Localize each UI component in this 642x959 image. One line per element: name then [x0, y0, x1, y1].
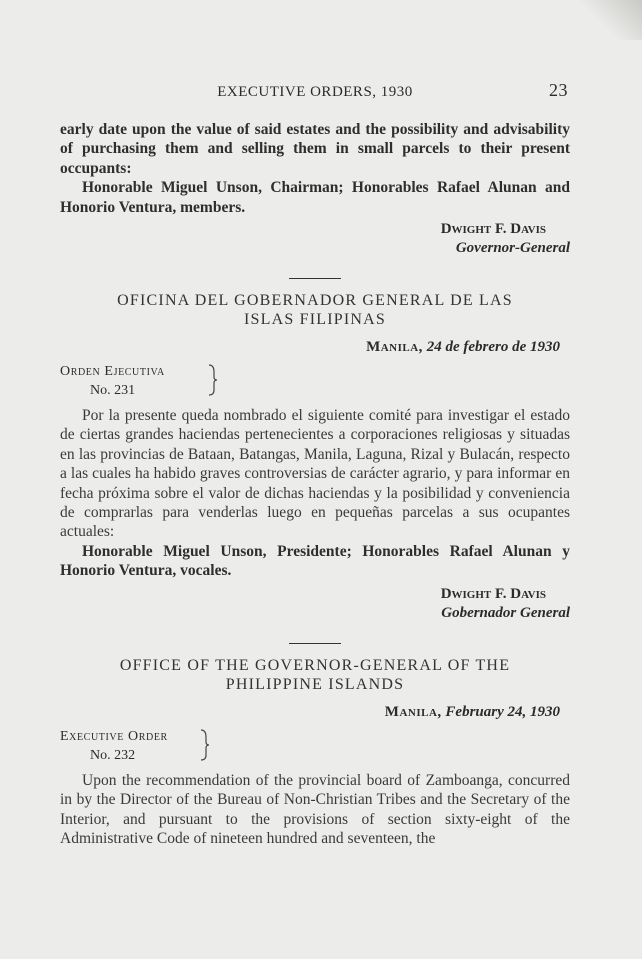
english-office-heading — [60, 656, 570, 694]
spanish-dateline — [60, 339, 570, 356]
signature-title: Governor-General — [455, 240, 570, 257]
brace-icon — [208, 364, 218, 396]
office-heading-line1: OFFICE OF THE GOVERNOR-GENERAL OF THE — [119, 656, 511, 674]
dateline-place: Manila, — [384, 703, 442, 720]
running-title: EXECUTIVE ORDERS, 1930 — [217, 84, 413, 100]
order1-signature — [60, 220, 570, 258]
spanish-order-label — [60, 362, 570, 402]
signature-name: Dwight F. Davis — [440, 585, 546, 602]
order-label-text: Executive Order — [60, 728, 168, 744]
spanish-order-paragraph: Por la presente queda nombrado el siguiente comité para investigar el estado de ciertas grandes haciendas pertenecientes a corporaciones religiosas y situadas en las provincias de Bataan, Batangas, Manila, Laguna, Rizal y Bulacán, respecto a las cuales ha habido graves controversias de carácter agrario, y para informar en fecha próxima sobre el valor de dichas haciendas y la posibilidad y conveniencia de comprarlas para venderlas luego en pequeñas parcelas a sus ocupantes actuales: — [60, 407, 570, 541]
english-dateline — [60, 704, 570, 721]
english-order-label — [60, 727, 570, 767]
order-number: No. 231 — [90, 383, 136, 399]
signature-title: Gobernador General — [441, 604, 570, 621]
office-heading-line1: OFICINA DEL GOBERNADOR GENERAL DE LAS — [117, 292, 513, 310]
order1-paragraph: early date upon the value of said estates and the possibility and advisability of purchasing them and selling them in small parcels to their present occupants: — [60, 121, 570, 177]
page-corner-shadow — [572, 0, 642, 40]
brace-icon — [200, 729, 210, 761]
office-heading-line2: ISLAS FILIPINAS — [243, 311, 386, 329]
spanish-signature — [60, 585, 570, 623]
english-order-paragraph: Upon the recommendation of the provincial board of Zamboanga, concurred in by the Director of the Bureau of Non-Christian Tribes and the Secretary of the Interior, and pursuant to the provisions of section sixty-eight of the Administrative Code of nineteen hundred and seventeen, the — [60, 771, 570, 847]
dateline-date: 24 de febrero de 1930 — [426, 339, 560, 356]
dateline-place: Manila, — [366, 339, 423, 356]
page-number: 23 — [549, 80, 568, 100]
signature-name: Dwight F. Davis — [440, 221, 546, 238]
order1-members-paragraph: Honorable Miguel Unson, Chairman; Honorables Rafael Alunan and Honorio Ventura, members. — [60, 179, 570, 216]
spanish-office-heading — [60, 291, 570, 329]
order-label-text: Orden Ejecutiva — [60, 364, 165, 380]
order-number: No. 232 — [90, 747, 136, 763]
spanish-members-paragraph: Honorable Miguel Unson, Presidente; Honorables Rafael Alunan y Honorio Ventura, vocales. — [60, 542, 570, 580]
office-heading-line2: PHILIPPINE ISLANDS — [225, 675, 405, 693]
dateline-date: February 24, 1930 — [445, 703, 560, 720]
document-page — [60, 78, 570, 848]
running-head — [60, 78, 570, 102]
